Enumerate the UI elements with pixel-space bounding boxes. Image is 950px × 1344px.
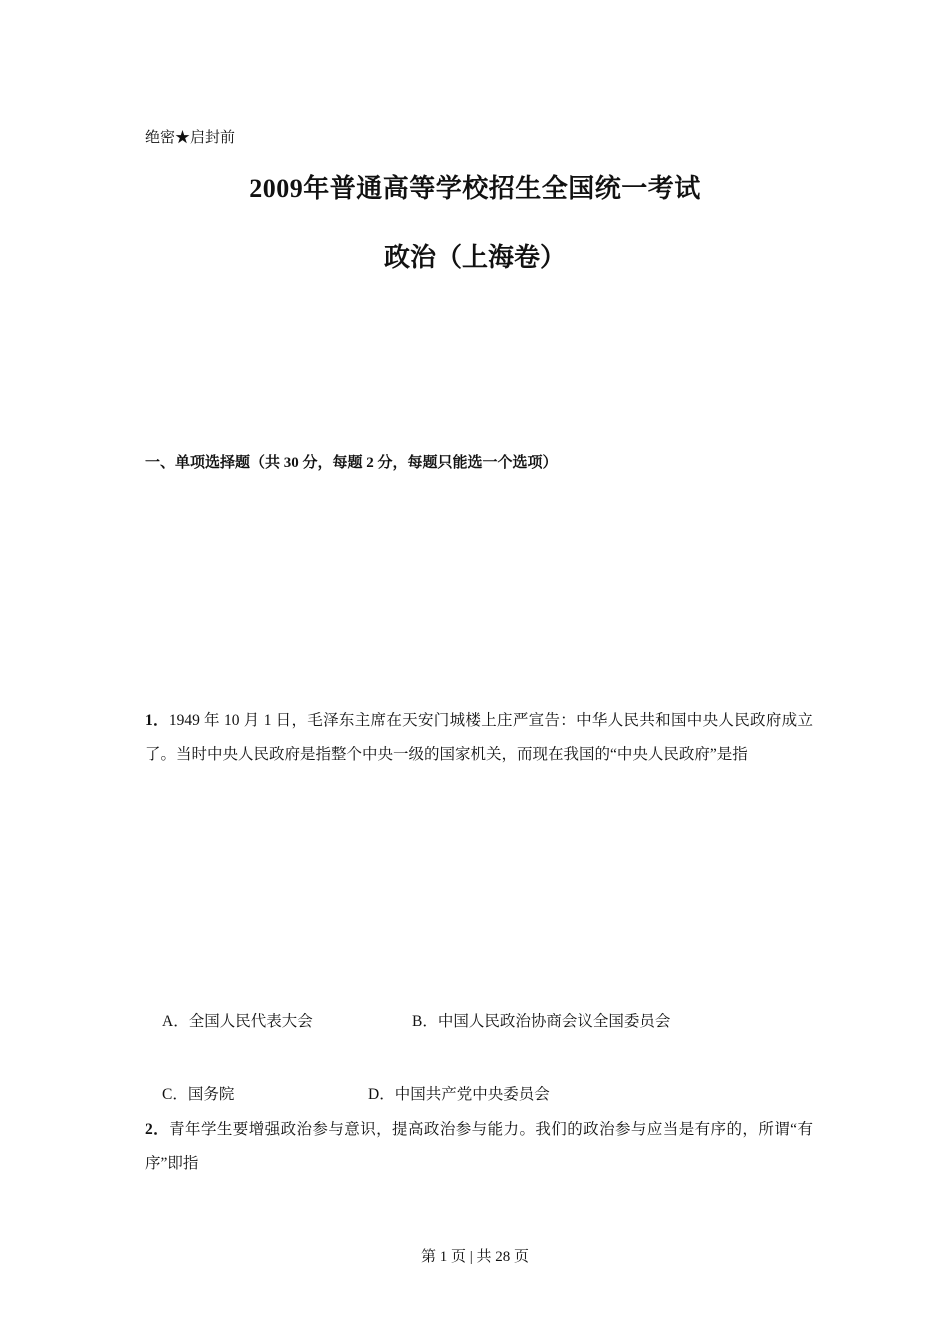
confidential-label: 绝密★启封前 — [145, 130, 236, 146]
question-2 — [145, 1113, 813, 1181]
section-heading: 一、单项选择题（共 30 分，每题 2 分，每题只能选一个选项） — [145, 455, 558, 471]
question-text: 1949 年 10 月 1 日，毛泽东主席在天安门城楼上庄严宣告：中华人民共和国中央人民政府成立了。当时中央人民政府是指整个中央一级的国家机关，而现在我国的“中央人民政府”是指 — [145, 712, 813, 763]
question-number: 2． — [145, 1121, 170, 1138]
option-d: D．中国共产党中央委员会 — [368, 1086, 550, 1103]
question-text: 青年学生要增强政治参与意识，提高政治参与能力。我们的政治参与应当是有序的，所谓“有序”即指 — [145, 1121, 813, 1172]
option-c: C．国务院 — [162, 1086, 235, 1103]
option-b: B．中国人民政治协商会议全国委员会 — [412, 1013, 671, 1030]
exam-subtitle: 政治（上海卷） — [383, 243, 566, 272]
page-footer: 第 1 页 | 共 28 页 — [420, 1249, 529, 1265]
question-1 — [145, 704, 813, 772]
exam-title: 2009年普通高等学校招生全国统一考试 — [249, 174, 701, 203]
question-number: 1． — [145, 712, 169, 729]
option-a: A．全国人民代表大会 — [162, 1013, 313, 1030]
